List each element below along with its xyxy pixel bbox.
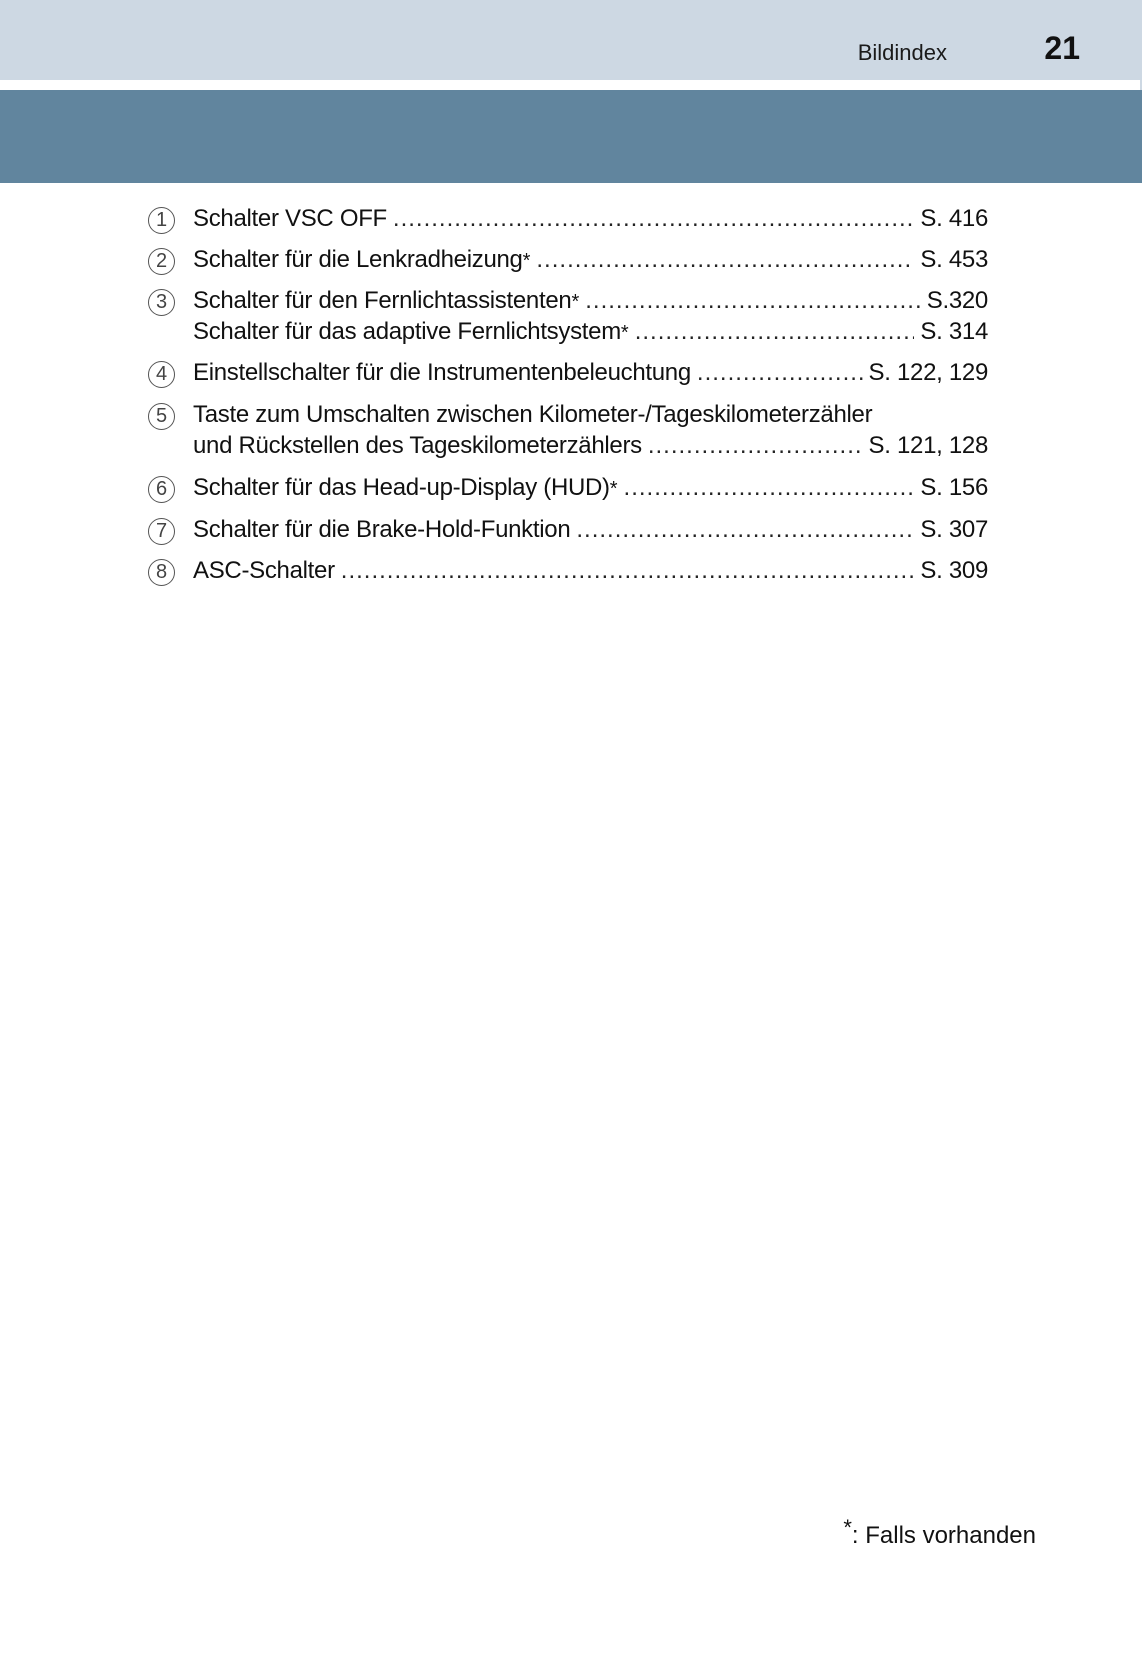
entry-line <box>193 287 988 319</box>
page-reference[interactable]: S. 416 <box>920 205 988 232</box>
entry-number-badge: 2 <box>148 248 175 275</box>
entry-number-badge: 8 <box>148 559 175 586</box>
footnote-text: : Falls vorhanden <box>851 1522 1036 1549</box>
entry-line <box>193 516 988 548</box>
title-band <box>0 90 1142 183</box>
leader-dots <box>697 359 863 387</box>
page-reference[interactable]: S. 307 <box>920 516 988 543</box>
entry-number-badge: 3 <box>148 289 175 316</box>
section-title: Bildindex <box>857 40 947 65</box>
leader-dots <box>536 246 914 274</box>
page-reference[interactable]: S.320 <box>926 287 988 314</box>
index-entry-2 <box>148 246 988 278</box>
index-entry-7 <box>148 516 988 548</box>
leader-dots <box>576 516 914 544</box>
entry-label: Schalter für das Head-up-Display (HUD) <box>193 474 610 501</box>
optional-mark: * <box>571 291 580 313</box>
page-reference-secondary[interactable]: S. 314 <box>920 318 988 345</box>
leader-dots <box>585 287 921 315</box>
page-reference[interactable]: S. 156 <box>920 474 988 501</box>
header-band <box>0 0 1142 80</box>
index-entry-4 <box>148 359 988 391</box>
index-entry-6 <box>148 474 988 506</box>
footnote <box>843 1515 1036 1550</box>
entry-label: Schalter für den Fernlichtassistenten <box>193 287 572 314</box>
leader-dots <box>341 557 915 585</box>
leader-dots <box>393 205 914 233</box>
entry-line <box>193 401 988 433</box>
entry-label: Schalter für die Lenkradheizung <box>193 246 523 273</box>
footnote-mark: * <box>843 1515 852 1540</box>
page-reference-secondary[interactable]: S. 121, 128 <box>868 432 988 459</box>
entry-line-secondary <box>193 318 988 350</box>
entry-line <box>193 246 988 278</box>
entry-label-secondary: Schalter für das adaptive Fernlichtsystem <box>193 318 621 345</box>
entry-line <box>193 557 988 589</box>
leader-dots <box>624 474 915 502</box>
page-reference[interactable]: S. 122, 129 <box>868 359 988 386</box>
optional-mark: * <box>609 478 618 500</box>
entry-number-badge: 1 <box>148 207 175 234</box>
index-entry-5 <box>148 401 988 465</box>
entry-number-badge: 7 <box>148 518 175 545</box>
index-entry-3 <box>148 287 988 351</box>
entry-number-badge: 5 <box>148 403 175 430</box>
entry-label: Schalter VSC OFF <box>193 205 387 232</box>
entry-line <box>193 474 988 506</box>
page-number: 21 <box>1044 30 1080 66</box>
index-entry-8 <box>148 557 988 589</box>
entry-line <box>193 359 988 391</box>
entry-number-badge: 4 <box>148 361 175 388</box>
entry-label: ASC-Schalter <box>193 557 335 584</box>
entry-label: Taste zum Umschalten zwischen Kilometer-/Tageskilometerzähler <box>193 401 873 428</box>
leader-dots <box>648 432 863 460</box>
optional-mark: * <box>620 322 629 344</box>
entry-label-secondary: und Rückstellen des Tageskilometerzählers <box>193 432 642 459</box>
optional-mark: * <box>522 250 531 272</box>
page-reference[interactable]: S. 309 <box>920 557 988 584</box>
entry-line <box>193 205 988 237</box>
page-reference[interactable]: S. 453 <box>920 246 988 273</box>
entry-line-secondary <box>193 432 988 464</box>
entry-number-badge: 6 <box>148 476 175 503</box>
entry-label: Schalter für die Brake-Hold-Funktion <box>193 516 571 543</box>
leader-dots <box>635 318 915 346</box>
index-entry-1 <box>148 205 988 237</box>
entry-label: Einstellschalter für die Instrumentenbeleuchtung <box>193 359 691 386</box>
